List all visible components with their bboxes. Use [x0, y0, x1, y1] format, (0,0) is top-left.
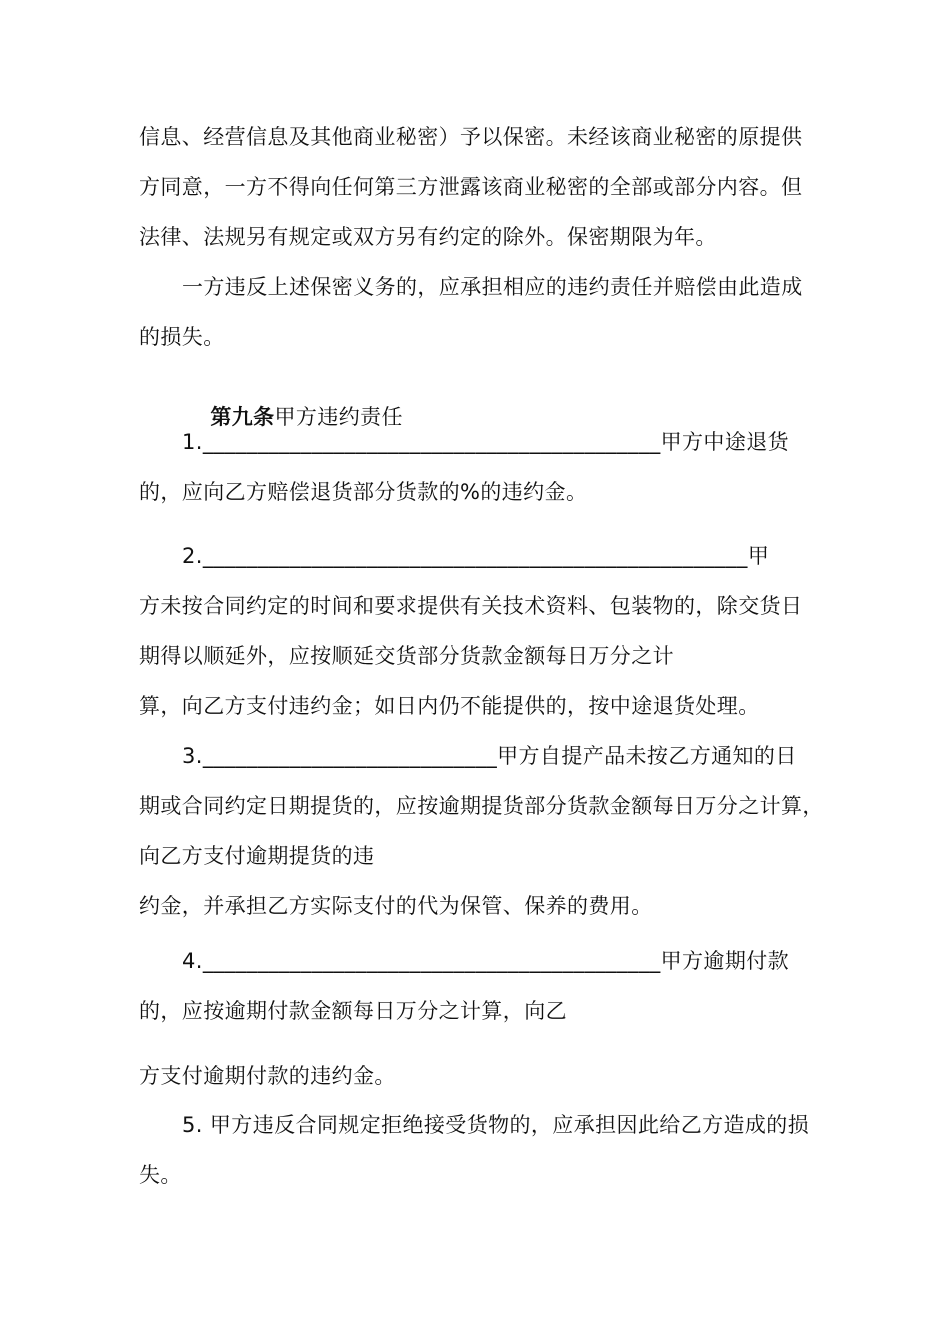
- text-line: 的，应按逾期付款金额每日万分之计算，向乙: [139, 999, 567, 1023]
- text-line: 期得以顺延外，应按顺延交货部分货款金额每日万分之计: [139, 644, 674, 668]
- text-line: 一方违反上述保密义务的，应承担相应的违约责任并赔偿由此造成: [182, 275, 803, 299]
- text-line: 方支付逾期付款的违约金。: [139, 1064, 396, 1088]
- text-line: 方同意，一方不得向任何第三方泄露该商业秘密的全部或部分内容。但: [139, 175, 803, 199]
- text-line: 算，向乙方支付违约金；如日内仍不能提供的，按中途退货处理。: [139, 694, 760, 718]
- text-line: 的损失。: [139, 325, 225, 349]
- article-number: 第九条: [210, 405, 275, 429]
- text-line: 方未按合同约定的时间和要求提供有关技术资料、包装物的，除交货日: [139, 594, 803, 618]
- text-line: 向乙方支付逾期提货的违: [139, 844, 375, 868]
- text-line: 的，应向乙方赔偿退货部分货款的%的违约金。: [139, 480, 588, 504]
- clause-line: 1.__________________________________________甲方中途退货: [182, 430, 790, 454]
- text-line: 法律、法规另有规定或双方另有约定的除外。保密期限为年。: [139, 225, 717, 249]
- clause-line: 4.__________________________________________甲方逾期付款: [182, 949, 790, 973]
- article-title: 甲方违约责任: [274, 405, 403, 429]
- text-line: 失。: [139, 1163, 182, 1187]
- text-line: 约金，并承担乙方实际支付的代为保管、保养的费用。: [139, 894, 653, 918]
- clause-line: 2.__________________________________________________甲: [182, 544, 770, 568]
- text-line: 期或合同约定日期提货的，应按逾期提货部分货款金额每日万分之计算，: [139, 794, 824, 818]
- clause-line: 5. 甲方违反合同规定拒绝接受货物的，应承担因此给乙方造成的损: [182, 1113, 810, 1137]
- text-line: 信息、经营信息及其他商业秘密）予以保密。未经该商业秘密的原提供: [139, 125, 803, 149]
- clause-line: 3.___________________________甲方自提产品未按乙方通知的日: [182, 744, 797, 768]
